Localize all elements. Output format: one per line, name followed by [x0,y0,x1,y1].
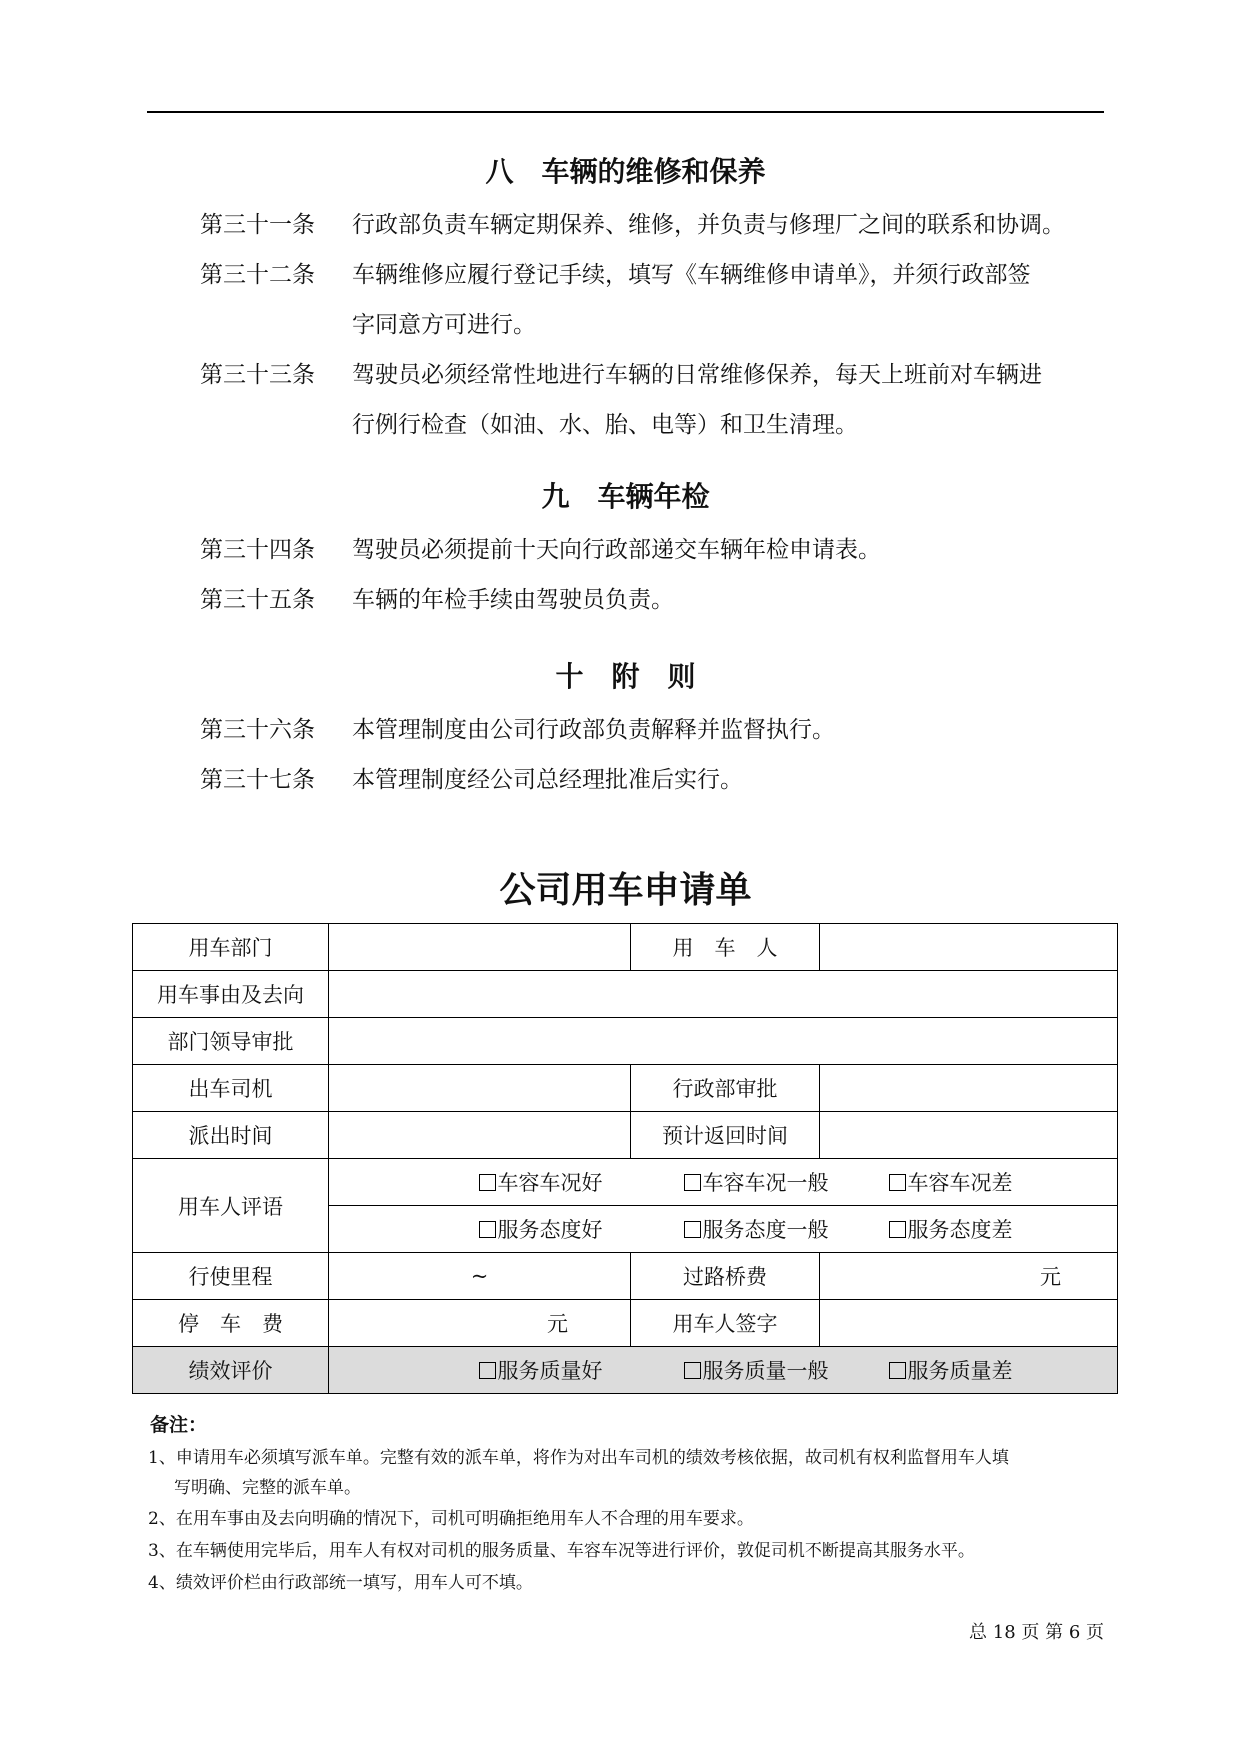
signature-field[interactable] [820,1300,1118,1347]
page-footer: 总 18 页 第 6 页 [969,1622,1104,1643]
article-32 [200,250,1120,350]
article-33 [200,350,1120,450]
perf-label: 绩效评价 [133,1347,329,1394]
checkbox-icon[interactable] [479,1174,496,1191]
form-row-performance [133,1347,1118,1394]
mileage-field[interactable] [329,1253,631,1300]
article-text: 行例行检查（如油、水、胎、电等）和卫生清理。 [352,412,858,438]
vehicle-condition-options [329,1159,1118,1206]
depart-field[interactable] [329,1112,631,1159]
checkbox-icon[interactable] [684,1174,701,1191]
checkbox-icon[interactable] [479,1221,496,1238]
reason-field[interactable] [329,971,1118,1018]
article-number: 第三十四条 [200,537,315,563]
checkbox-option[interactable]: 服务态度好 [479,1214,684,1244]
form-row-reason [133,971,1118,1018]
note-line: 3、在车辆使用完毕后，用车人有权对司机的服务质量、车容车况等进行评价，敦促司机不断提高其服务水平。 [148,1541,975,1561]
section-title-supplementary: 十 附 则 [555,660,696,693]
checkbox-icon[interactable] [684,1362,701,1379]
article-31 [200,200,1120,250]
article-37 [200,755,1120,805]
article-text: 驾驶员必须经常性地进行车辆的日常维修保养，每天上班前对车辆进 [352,362,1042,388]
user-label: 用 车 人 [631,924,820,971]
article-number: 第三十六条 [200,717,315,743]
comment-label: 用车人评语 [133,1159,329,1253]
leader-field[interactable] [329,1018,1118,1065]
return-label: 预计返回时间 [631,1112,820,1159]
article-number: 第三十七条 [200,767,315,793]
article-34 [200,525,1120,575]
service-attitude-options [329,1206,1118,1253]
checkbox-icon[interactable] [889,1362,906,1379]
mileage-tilde: ~ [470,1264,489,1288]
checkbox-option[interactable]: 服务态度一般 [684,1214,889,1244]
article-text: 本管理制度经公司总经理批准后实行。 [352,767,743,793]
note-line: 1、申请用车必须填写派车单。完整有效的派车单，将作为对出车司机的绩效考核依据，故司机有权利监督用车人填 [148,1448,1009,1468]
return-field[interactable] [820,1112,1118,1159]
checkbox-icon[interactable] [889,1174,906,1191]
dept-label: 用车部门 [133,924,329,971]
dept-field[interactable] [329,924,631,971]
notes-title: 备注： [150,1414,208,1436]
signature-label: 用车人签字 [631,1300,820,1347]
article-number: 第三十一条 [200,212,315,238]
user-field[interactable] [820,924,1118,971]
checkbox-option[interactable]: 车容车况一般 [684,1167,889,1197]
note-line: 4、绩效评价栏由行政部统一填写，用车人可不填。 [148,1573,533,1593]
checkbox-option[interactable]: 服务质量好 [479,1355,684,1385]
toll-unit: 元 [1040,1265,1061,1289]
article-number: 第三十二条 [200,262,315,288]
article-text: 车辆的年检手续由驾驶员负责。 [352,587,674,613]
checkbox-option[interactable]: 车容车况差 [889,1167,1094,1197]
parking-label: 停 车 费 [133,1300,329,1347]
article-text: 本管理制度由公司行政部负责解释并监督执行。 [352,717,835,743]
form-row-parking [133,1300,1118,1347]
form-title: 公司用车申请单 [499,870,752,911]
form-row-time [133,1112,1118,1159]
depart-label: 派出时间 [133,1112,329,1159]
note-1 [148,1443,1108,1503]
note-line: 写明确、完整的派车单。 [174,1478,361,1498]
checkbox-icon[interactable] [889,1221,906,1238]
performance-options [329,1347,1118,1394]
note-2 [148,1504,1108,1534]
section-title-inspection: 九 车辆年检 [541,480,710,513]
driver-label: 出车司机 [133,1065,329,1112]
article-text: 车辆维修应履行登记手续，填写《车辆维修申请单》，并须行政部签 [352,262,1031,288]
form-row-mileage [133,1253,1118,1300]
toll-field[interactable] [820,1253,1118,1300]
admin-field[interactable] [820,1065,1118,1112]
parking-field[interactable] [329,1300,631,1347]
article-text: 行政部负责车辆定期保养、维修，并负责与修理厂之间的联系和协调。 [352,212,1065,238]
note-line: 2、在用车事由及去向明确的情况下，司机可明确拒绝用车人不合理的用车要求。 [148,1509,754,1529]
checkbox-option[interactable]: 服务质量差 [889,1355,1094,1385]
header-rule [147,111,1104,113]
form-row-department [133,924,1118,971]
article-number: 第三十三条 [200,362,315,388]
leader-label: 部门领导审批 [133,1018,329,1065]
article-text: 字同意方可进行。 [352,312,536,338]
parking-unit: 元 [547,1312,568,1336]
toll-label: 过路桥费 [631,1253,820,1300]
reason-label: 用车事由及去向 [133,971,329,1018]
driver-field[interactable] [329,1065,631,1112]
checkbox-icon[interactable] [479,1362,496,1379]
mileage-label: 行使里程 [133,1253,329,1300]
article-35 [200,575,1120,625]
note-4 [148,1568,1108,1598]
section-title-maintenance: 八 车辆的维修和保养 [485,155,766,188]
form-row-comment-1 [133,1159,1118,1206]
form-row-leader [133,1018,1118,1065]
article-36 [200,705,1120,755]
vehicle-request-form [132,923,1118,1394]
checkbox-option[interactable]: 车容车况好 [479,1167,684,1197]
article-text: 驾驶员必须提前十天向行政部递交车辆年检申请表。 [352,537,881,563]
admin-label: 行政部审批 [631,1065,820,1112]
article-number: 第三十五条 [200,587,315,613]
checkbox-icon[interactable] [684,1221,701,1238]
checkbox-option[interactable]: 服务质量一般 [684,1355,889,1385]
form-row-driver [133,1065,1118,1112]
checkbox-option[interactable]: 服务态度差 [889,1214,1094,1244]
note-3 [148,1536,1108,1566]
